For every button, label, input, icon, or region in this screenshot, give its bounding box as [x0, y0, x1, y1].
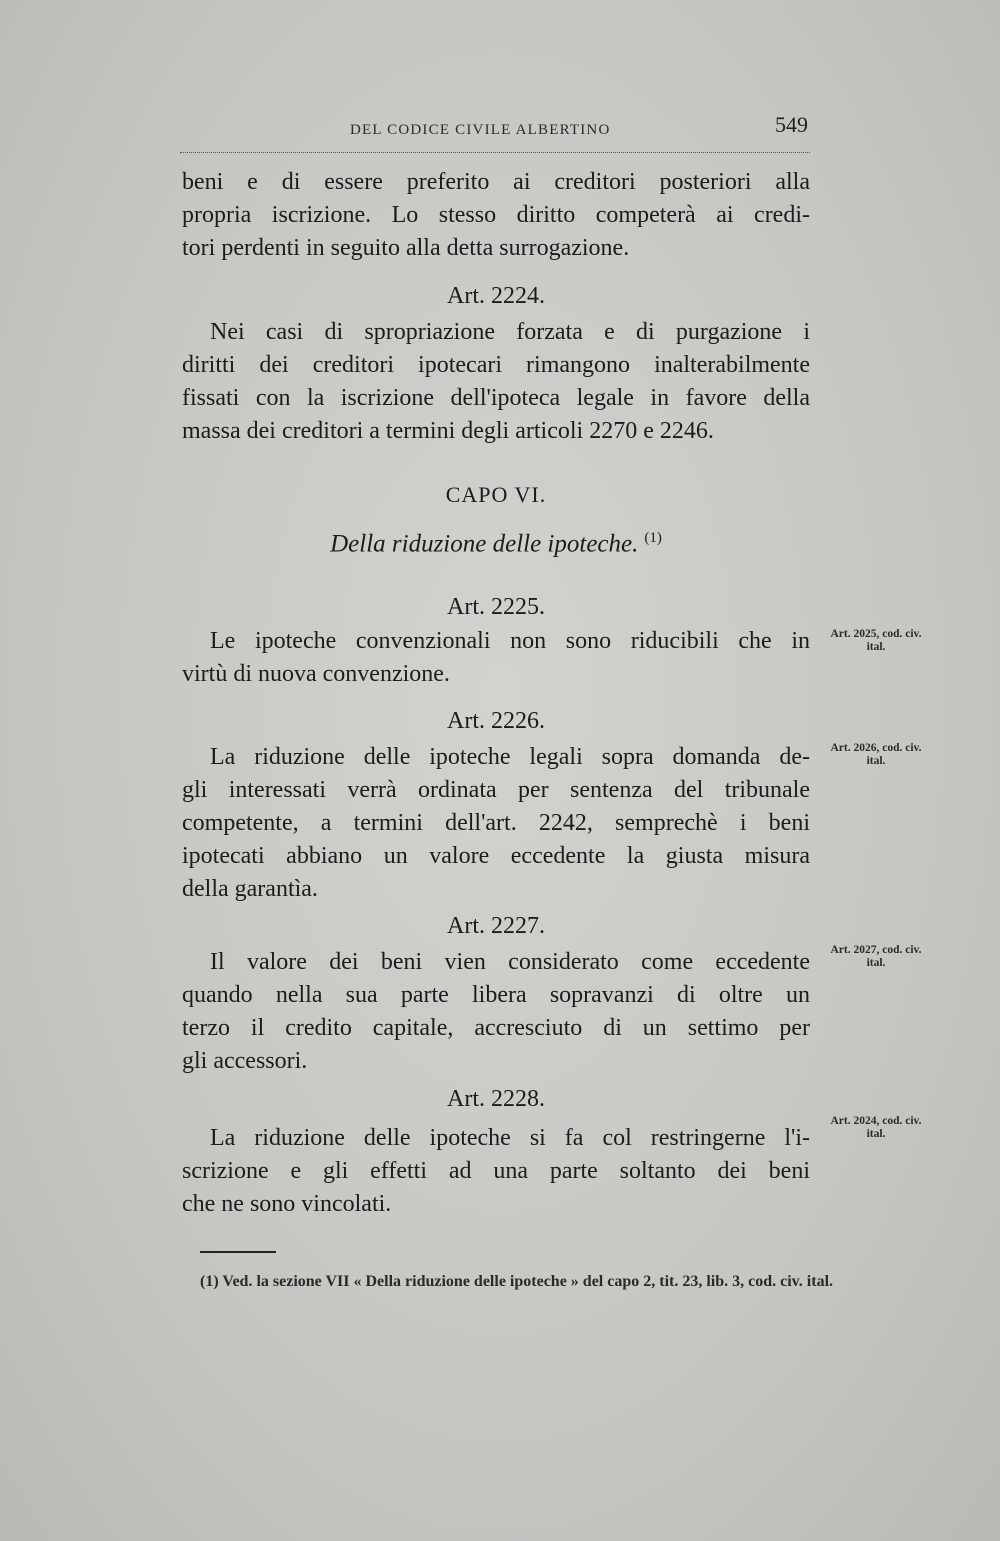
chapter-title-text: Della riduzione delle ipoteche. [330, 530, 639, 558]
article-heading-2225: Art. 2225. [447, 594, 545, 620]
text-line: fissati con la iscrizione dell'ipoteca legale in favore della [182, 385, 810, 411]
text-line: gli accessori. [182, 1048, 308, 1074]
article-heading-2224: Art. 2224. [447, 283, 545, 309]
text-line: gli interessati verrà ordinata per sentenza del tribunale [182, 777, 810, 803]
footnote: (1) Ved. la sezione VII « Della riduzione delle ipoteche » del capo 2, tit. 23, lib. 3, cod. civ. ital. [200, 1273, 834, 1290]
text-line: che ne sono vincolati. [182, 1191, 392, 1217]
article-heading-2226: Art. 2226. [447, 708, 545, 734]
margin-note-2225: Art. 2025, cod. civ. ital. [830, 628, 922, 653]
article-body-2224 [182, 316, 810, 448]
text-line: propria iscrizione. Lo stesso diritto competerà ai credi- [182, 202, 810, 228]
running-head: DEL CODICE CIVILE ALBERTINO [350, 122, 611, 138]
text-line: La riduzione delle ipoteche si fa col restringerne l'i- [210, 1125, 810, 1151]
text-line: La riduzione delle ipoteche legali sopra domanda de- [210, 744, 810, 770]
article-body-2227 [182, 946, 810, 1078]
article-body-2228 [182, 1122, 810, 1221]
text-line: della garantìa. [182, 876, 318, 902]
article-heading-2228: Art. 2228. [447, 1086, 545, 1112]
continuation-paragraph [182, 166, 810, 265]
text-line: Il valore dei beni vien considerato come eccedente [210, 949, 810, 975]
text-line: virtù di nuova convenzione. [182, 661, 450, 687]
margin-note-2228: Art. 2024, cod. civ. ital. [830, 1115, 922, 1140]
article-body-2226 [182, 741, 810, 906]
text-line: beni e di essere preferito ai creditori posteriori alla [182, 169, 810, 195]
text-line: massa dei creditori a termini degli articoli 2270 e 2246. [182, 418, 714, 444]
page-number: 549 [775, 112, 808, 137]
chapter-label: CAPO VI. [445, 482, 547, 507]
text-line: competente, a termini dell'art. 2242, semprechè i beni [182, 810, 810, 836]
article-heading-2227: Art. 2227. [447, 913, 545, 939]
footnote-rule [200, 1251, 276, 1253]
text-line: diritti dei creditori ipotecari rimangono inalterabilmente [182, 352, 810, 378]
text-line: Nei casi di spropriazione forzata e di purgazione i [210, 319, 810, 345]
text-line: Le ipoteche convenzionali non sono riducibili che in [210, 628, 810, 654]
page-header [180, 112, 810, 153]
text-line: quando nella sua parte libera sopravanzi di oltre un [182, 982, 810, 1008]
margin-note-2227: Art. 2027, cod. civ. ital. [830, 944, 922, 969]
article-body-2225 [182, 625, 810, 691]
chapter-title [182, 530, 810, 558]
text-line: ipotecati abbiano un valore eccedente la giusta misura [182, 843, 810, 869]
text-line: terzo il credito capitale, accresciuto di un settimo per [182, 1015, 810, 1041]
margin-note-2226: Art. 2026, cod. civ. ital. [830, 742, 922, 767]
text-line: tori perdenti in seguito alla detta surrogazione. [182, 235, 630, 261]
text-line: scrizione e gli effetti ad una parte soltanto dei beni [182, 1158, 810, 1184]
footnote-marker: (1) [644, 530, 662, 546]
